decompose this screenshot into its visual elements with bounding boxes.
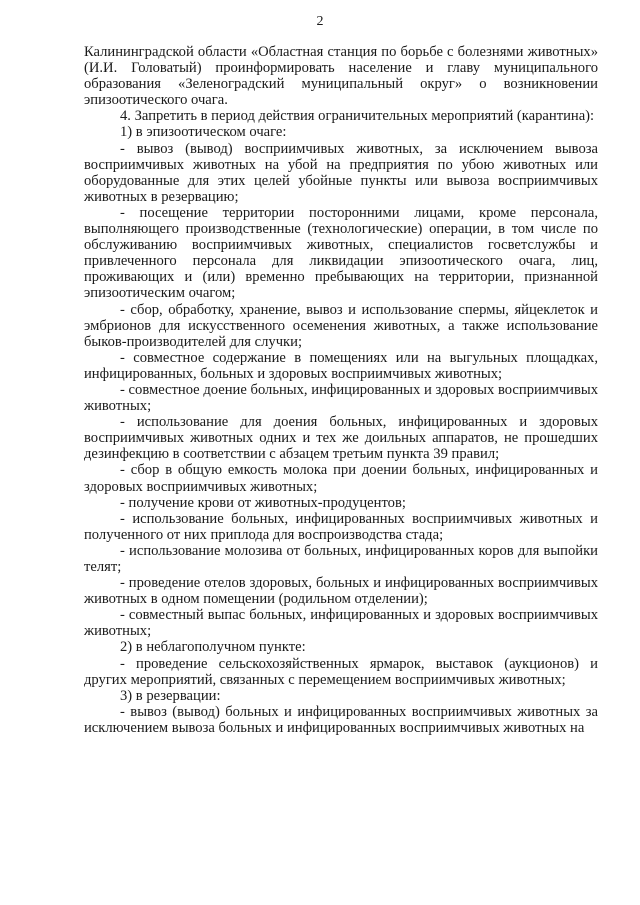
list-item: - получение крови от животных-продуцентов;	[120, 494, 406, 511]
list-item: - использование больных, инфицированных восприимчивых животных и полученного от них приплода для воспроизводства стада;	[84, 510, 598, 543]
document-body	[84, 44, 598, 736]
list-item: - совместный выпас больных, инфицированных и здоровых восприимчивых животных;	[84, 607, 598, 640]
list-item: - проведение отелов здоровых, больных и инфицированных восприимчивых животных в одном помещении (родильном отделении);	[84, 575, 598, 608]
list-item: - вывоз (вывод) больных и инфицированных восприимчивых животных за исключением вывоза больных и инфицированных восприимчивых животных на	[84, 703, 598, 736]
subheading-reservation: 3) в резервации:	[120, 687, 221, 704]
list-item: - использование для доения больных, инфицированных и здоровых восприимчивых животных одних и тех же доильных аппаратов, не прошедших дезинфекцию в соответствии с абзацем третьим пункта 39 правил;	[84, 414, 598, 463]
paragraph-item-4: 4. Запретить в период действия ограничительных мероприятий (карантина):	[120, 108, 595, 125]
subheading-epizootic-focus: 1) в эпизоотическом очаге:	[120, 124, 287, 141]
list-item: - совместное доение больных, инфицированных и здоровых восприимчивых животных;	[84, 381, 598, 415]
list-item: - использование молозива от больных, инфицированных коров для выпойки телят;	[84, 542, 598, 575]
list-item: - проведение сельскохозяйственных ярмарок, выставок (аукционов) и других мероприятий, связанных с перемещением восприимчивых животных;	[84, 655, 598, 688]
list-item: - сбор в общую емкость молока при доении больных, инфицированных и здоровых восприимчивых животных;	[84, 462, 598, 495]
list-item: - сбор, обработку, хранение, вывоз и использование спермы, яйцеклеток и эмбрионов для искусственного осеменения животных, а также использование быков-производителей для случки;	[84, 301, 598, 350]
list-item: - вывоз (вывод) восприимчивых животных, за исключением вывоза восприимчивых животных на убой на предприятия по убою животных или оборудованные для этих целей убойные пункты или вывоза восприимчивых животных в резервацию;	[84, 140, 598, 205]
page-number: 2	[316, 14, 324, 29]
subheading-unfavorable-point: 2) в неблагополучном пункте:	[120, 639, 306, 656]
paragraph-continuation: Калининградской области «Областная станция по борьбе с болезнями животных» (И.И. Головатый) проинформировать население и главу муниципального образования «Зеленоградский муниципальный округ» о возникновении эпизоотического очага.	[84, 44, 598, 109]
list-item: - посещение территории посторонними лицами, кроме персонала, выполняющего производственные (технологические) операции, в том числе по обслуживанию восприимчивых животных, специалистов госветслужбы и привлеченного персонала для ликвидации эпизоотического очага, лиц, проживающих и (или) временно пребывающих на территории, признанной эпизоотическим очагом;	[84, 204, 598, 302]
list-item: - совместное содержание в помещениях или на выгульных площадках, инфицированных, больных и здоровых восприимчивых животных;	[84, 349, 598, 382]
